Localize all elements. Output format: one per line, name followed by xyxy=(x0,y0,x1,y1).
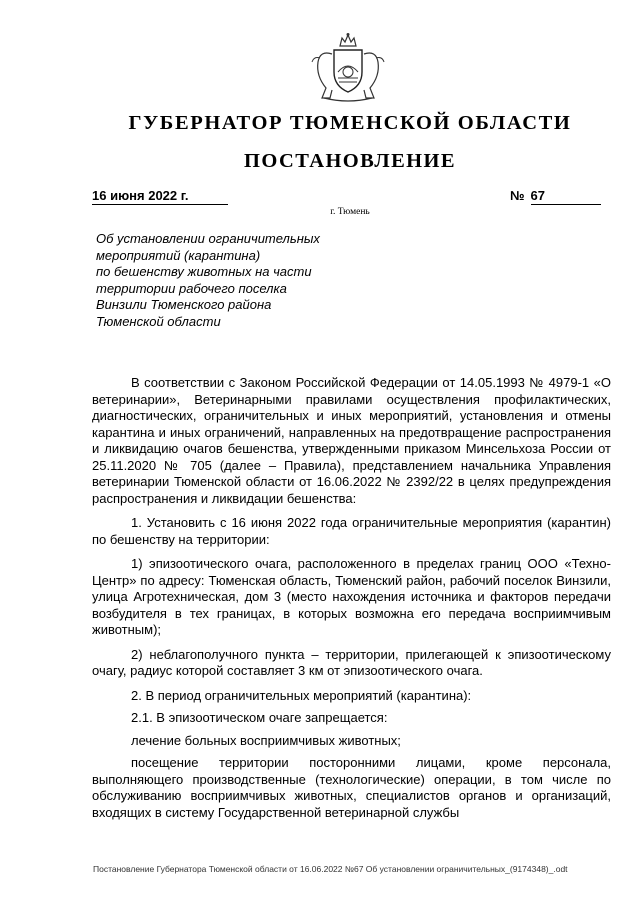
city-name: г. Тюмень xyxy=(330,207,370,217)
clause-paragraph: 1. Установить с 16 июня 2022 года ограничительные мероприятия (карантин) по бешенству на территории: xyxy=(92,515,611,547)
issuing-authority: ГУБЕРНАТОР ТЮМЕНСКОЙ ОБЛАСТИ xyxy=(128,112,572,134)
subject-line: по бешенству животных на части xyxy=(96,264,312,279)
subject-line: Винзили Тюменского района xyxy=(96,297,272,312)
clause-paragraph: посещение территории посторонними лицами, кроме персонала, выполняющего производственные (технологические) операции, в том числе по обслуживанию восприимчивых животных, специалистов органов и организаций, входящих в систему Государственной ветеринарной службы xyxy=(92,755,611,820)
clause-paragraph: 1) эпизоотического очага, расположенного в пределах границ ООО «Техно-Центр» по адресу: Тюменская область, Тюменский район, рабочий поселок Винзили, улица Агротехническая, дом 3 (место нахождения источника и факторов передачи возбудителя в тех границах, в которых возможна его передача восприимчивым животным); xyxy=(92,556,611,637)
clause-paragraph: 2.1. В эпизоотическом очаге запрещается: xyxy=(131,710,388,725)
document-date: 16 июня 2022 г. xyxy=(92,188,228,205)
document-body xyxy=(92,375,611,829)
document-number xyxy=(510,188,601,205)
number-value: 67 xyxy=(531,188,601,205)
number-sign: № xyxy=(510,188,525,203)
clause-paragraph: 2) неблагополучного пункта – территории, прилегающей к эпизоотическому очагу, радиус которой составляет 3 км от эпизоотического очага. xyxy=(92,646,611,678)
document-subject xyxy=(96,231,356,330)
subject-line: Тюменской области xyxy=(96,313,221,329)
subject-line: территории рабочего поселка xyxy=(96,280,287,296)
subject-line: Об установлении ограничительных xyxy=(96,231,320,246)
file-footer: Постановление Губернатора Тюменской области от 16.06.2022 №67 Об установлении ограничительных_(9174348)_.odt xyxy=(93,864,568,874)
preamble-paragraph: В соответствии с Законом Российской Федерации от 14.05.1993 № 4979-1 «О ветеринарии», Ветеринарными правилами осуществления профилактических, диагностических, ограничительных и иных мероприятий, установления и отмены карантина и иных ограничений, направленных на предотвращение распространения и ликвидацию очагов бешенства, утвержденными приказом Минсельхоза России от 25.11.2020 № 705 (далее – Правила), представлением начальника Управления ветеринарии Тюменской области от 16.06.2022 № 2392/22 в целях предупреждения распространения и ликвидации бешенства: xyxy=(92,375,611,506)
subject-line: мероприятий (карантина) xyxy=(96,247,261,263)
clause-paragraph: 2. В период ограничительных мероприятий (карантина): xyxy=(131,687,472,703)
coat-of-arms-icon xyxy=(304,32,392,104)
document-type: ПОСТАНОВЛЕНИЕ xyxy=(244,150,456,172)
clause-paragraph: лечение больных восприимчивых животных; xyxy=(131,732,401,748)
